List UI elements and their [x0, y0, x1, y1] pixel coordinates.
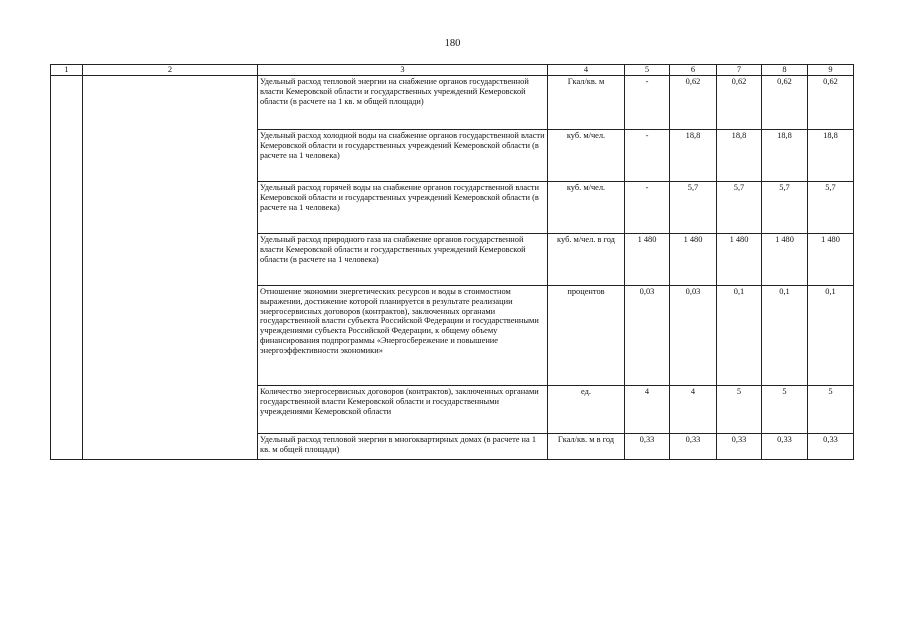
value-cell-6: 18,8 — [670, 130, 717, 182]
unit-cell: ед. — [548, 386, 625, 434]
value-cell-5: 4 — [625, 386, 670, 434]
value-cell-8: 1 480 — [762, 234, 808, 286]
unit-cell: куб. м/чел. — [548, 130, 625, 182]
header-cell: 6 — [670, 65, 717, 76]
value-cell-7: 0,33 — [717, 434, 762, 460]
unit-cell: куб. м/чел. в год — [548, 234, 625, 286]
header-cell: 1 — [51, 65, 83, 76]
header-cell: 2 — [83, 65, 258, 76]
value-cell-9: 18,8 — [808, 130, 854, 182]
indicator-cell: Удельный расход природного газа на снабжение органов государственной власти Кемеровской области и государственных учреждений Кемеровской области (в расчете на 1 человека) — [258, 234, 548, 286]
value-cell-5: - — [625, 182, 670, 234]
value-cell-9: 5 — [808, 386, 854, 434]
value-cell-9: 0,33 — [808, 434, 854, 460]
value-cell-6: 0,62 — [670, 76, 717, 130]
indicator-cell: Отношение экономии энергетических ресурсов и воды в стоимостном выражении, достижение которой планируется в результате реализации энергосервисных договоров (контрактов), заключенных органами государственной власти субъекта Российской Федерации и государственными учреждениями субъекта Российской Федерации, к общему объему финансирования подпрограммы «Энергосбережение и повышение энергоэффективности экономики» — [258, 286, 548, 386]
value-cell-7: 1 480 — [717, 234, 762, 286]
indicator-cell: Удельный расход тепловой энергии на снабжение органов государственной власти Кемеровской области и государственных учреждений Кемеровской области (в расчете на 1 кв. м общей площади) — [258, 76, 548, 130]
value-cell-9: 0,1 — [808, 286, 854, 386]
indicator-cell: Количество энергосервисных договоров (контрактов), заключенных органами государственной власти Кемеровской области и государственными учреждениями Кемеровской области — [258, 386, 548, 434]
indicators-table — [50, 64, 854, 460]
unit-cell: куб. м/чел. — [548, 182, 625, 234]
header-cell: 4 — [548, 65, 625, 76]
page-number: 180 — [444, 38, 461, 49]
header-row — [51, 65, 854, 76]
header-cell: 7 — [717, 65, 762, 76]
indicator-cell: Удельный расход тепловой энергии в многоквартирных домах (в расчете на 1 кв. м общей площади) — [258, 434, 548, 460]
value-cell-8: 5 — [762, 386, 808, 434]
value-cell-7: 5,7 — [717, 182, 762, 234]
value-cell-6: 0,03 — [670, 286, 717, 386]
header-cell: 5 — [625, 65, 670, 76]
value-cell-5: 0,33 — [625, 434, 670, 460]
value-cell-8: 5,7 — [762, 182, 808, 234]
unit-cell: Гкал/кв. м — [548, 76, 625, 130]
value-cell-7: 18,8 — [717, 130, 762, 182]
value-cell-9: 0,62 — [808, 76, 854, 130]
value-cell-5: - — [625, 130, 670, 182]
value-cell-9: 1 480 — [808, 234, 854, 286]
value-cell-7: 5 — [717, 386, 762, 434]
header-cell: 9 — [808, 65, 854, 76]
value-cell-9: 5,7 — [808, 182, 854, 234]
value-cell-5: 0,03 — [625, 286, 670, 386]
header-cell: 8 — [762, 65, 808, 76]
value-cell-6: 1 480 — [670, 234, 717, 286]
column-1-merged-cell — [51, 76, 83, 460]
column-2-merged-cell — [83, 76, 258, 460]
value-cell-5: - — [625, 76, 670, 130]
value-cell-8: 18,8 — [762, 130, 808, 182]
value-cell-6: 4 — [670, 386, 717, 434]
unit-cell: Гкал/кв. м в год — [548, 434, 625, 460]
value-cell-7: 0,62 — [717, 76, 762, 130]
table-row — [51, 76, 854, 130]
value-cell-7: 0,1 — [717, 286, 762, 386]
value-cell-6: 5,7 — [670, 182, 717, 234]
header-cell: 3 — [258, 65, 548, 76]
value-cell-6: 0,33 — [670, 434, 717, 460]
value-cell-8: 0,62 — [762, 76, 808, 130]
indicator-cell: Удельный расход горячей воды на снабжение органов государственной власти Кемеровской области и государственных учреждений Кемеровской области (в расчете на 1 человека) — [258, 182, 548, 234]
value-cell-5: 1 480 — [625, 234, 670, 286]
indicator-cell: Удельный расход холодной воды на снабжение органов государственной власти Кемеровской области и государственных учреждений Кемеровской области (в расчете на 1 человека) — [258, 130, 548, 182]
value-cell-8: 0,1 — [762, 286, 808, 386]
unit-cell: процентов — [548, 286, 625, 386]
value-cell-8: 0,33 — [762, 434, 808, 460]
